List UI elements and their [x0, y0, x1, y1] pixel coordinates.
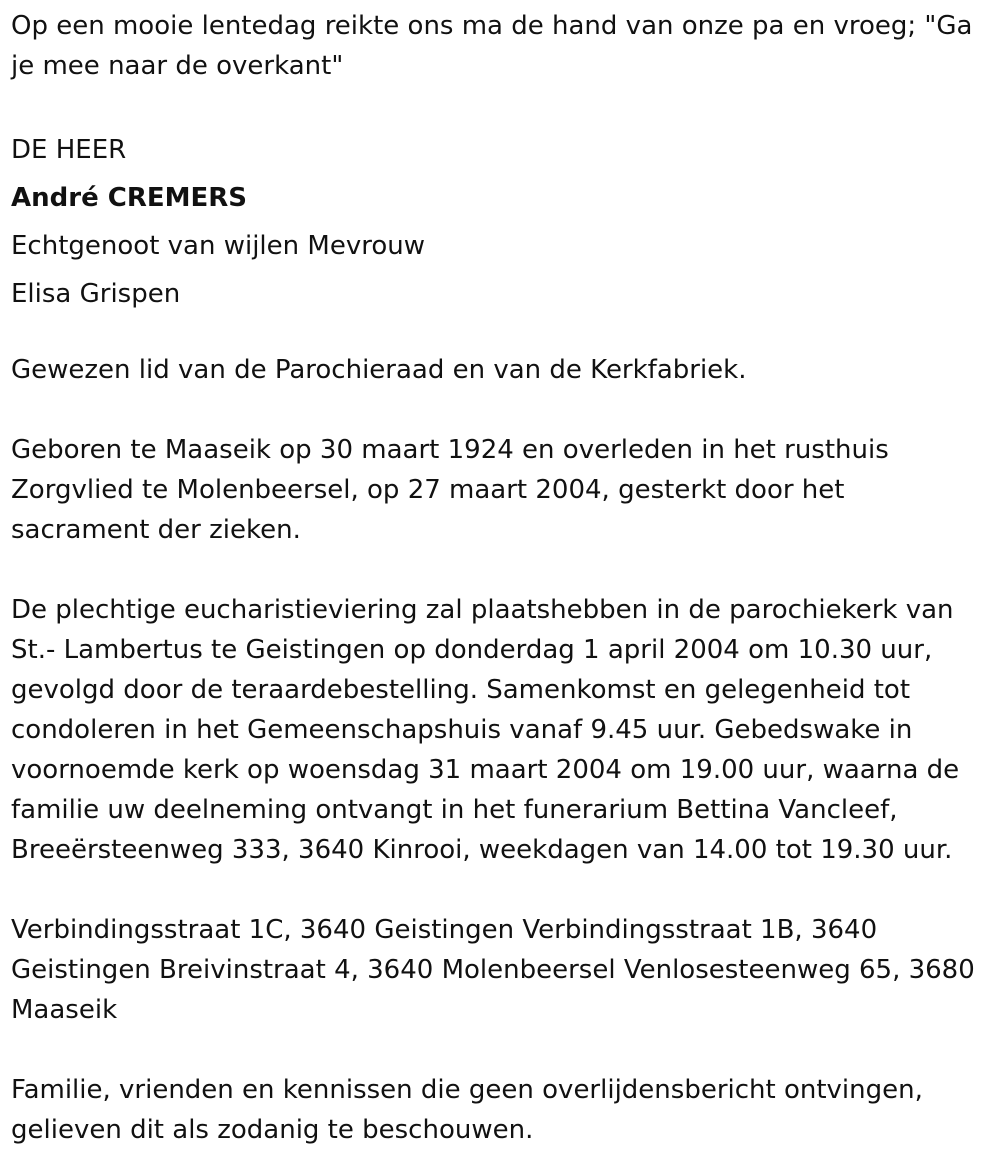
deceased-name: André CREMERS [11, 183, 247, 213]
spouse-line-2: Elisa Grispen [11, 279, 181, 309]
spacer [11, 550, 990, 590]
ceremony-text: De plechtige eucharistieviering zal plaatshebben in de parochiekerk van St.- Lambertus te Geistingen op donderdag 1 april 2004 om 10.30 uur, gevolgd door de teraardebestelling. Samenkomst en gelegenheid tot condoleren in het Gemeenschapshuis vanaf 9.45 uur. Gebedswake in voornoemde kerk op woensdag 31 maart 2004 om 19.00 uur, waarna de familie uw deelneming ontvangt in het funerarium Bettina Vancleef, Breeërsteenweg 333, 3640 Kinrooi, weekdagen van 14.00 tot 19.30 uur. [11, 595, 960, 865]
closing-text: Familie, vrienden en kennissen die geen overlijdensbericht ontvingen, gelieven dit als zodanig te beschouwen. [11, 1075, 923, 1145]
spacer [11, 318, 990, 350]
title-prefix: DE HEER [11, 135, 127, 165]
addresses-text: Verbindingsstraat 1C, 3640 Geistingen Verbindingsstraat 1B, 3640 Geistingen Breivinstraat 4, 3640 Molenbeersel Venlosesteenweg 65, 3680 Maaseik [11, 915, 975, 1025]
member-text: Gewezen lid van de Parochieraad en van de Kerkfabriek. [11, 355, 747, 385]
spacer [11, 870, 990, 910]
spacer [11, 390, 990, 430]
spacer [11, 1030, 990, 1070]
birth-death-text: Geboren te Maaseik op 30 maart 1924 en overleden in het rusthuis Zorgvlied te Molenbeersel, op 27 maart 2004, gesterkt door het sacrament der zieken. [11, 435, 889, 545]
intro-text: Op een mooie lentedag reikte ons ma de hand van onze pa en vroeg; "Ga je mee naar de overkant" [11, 11, 973, 81]
spouse-line-1: Echtgenoot van wijlen Mevrouw [11, 231, 425, 261]
spacer [11, 86, 990, 126]
